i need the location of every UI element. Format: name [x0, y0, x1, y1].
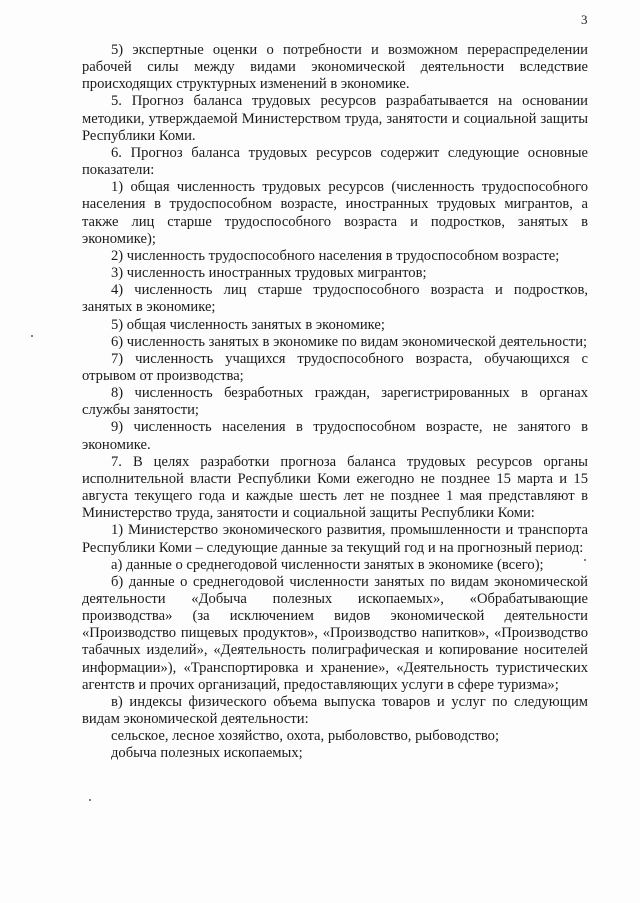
scan-speck	[31, 335, 33, 337]
paragraph: 2) численность трудоспособного населения в трудоспособном возрасте;	[111, 247, 560, 264]
paragraph: а) данные о среднегодовой численности занятых в экономике (всего);	[111, 556, 544, 573]
paragraph: б) данные о среднегодовой численности занятых по видам экономической деятельности «Добыча полезных ископаемых», «Обрабатывающие производства» (за исключением видов экономической деятельности «Производство пищевых продуктов», «Производство напитков», «Производство табачных изделий», «Деятельность полиграфическая и копирование носителей информации»), «Транспортировка и хранение», «Деятельность туристических агентств и прочих организаций, предоставляющих услуги в сфере туризма»;	[82, 573, 588, 693]
paragraph: 7) численность учащихся трудоспособного возраста, обучающихся с отрывом от производства;	[82, 350, 588, 384]
paragraph: 6. Прогноз баланса трудовых ресурсов содержит следующие основные показатели:	[82, 144, 588, 179]
paragraph: 5. Прогноз баланса трудовых ресурсов разрабатывается на основании методики, утверждаемой Министерством труда, занятости и социальной защиты Республики Коми.	[82, 93, 588, 144]
paragraph: сельское, лесное хозяйство, охота, рыболовство, рыбоводство;	[111, 728, 500, 745]
paragraph: добыча полезных ископаемых;	[111, 745, 303, 762]
paragraph: 1) Министерство экономического развития, промышленности и транспорта Республики Коми – следующие данные за текущий год и на прогнозный период:	[82, 522, 588, 556]
document-body	[82, 42, 588, 763]
paragraph: 8) численность безработных граждан, зарегистрированных в органах службы занятости;	[82, 385, 588, 419]
paragraph: 3) численность иностранных трудовых мигрантов;	[111, 265, 427, 282]
scan-speck	[89, 799, 91, 801]
paragraph: 7. В целях разработки прогноза баланса трудовых ресурсов органы исполнительной власти Республики Коми ежегодно не позднее 15 марта и 15 августа текущего года и каждые шесть лет не позднее 1 мая представляют в Министерство труда, занятости и социальной защиты Республики Коми:	[82, 453, 588, 522]
paragraph: в) индексы физического объема выпуска товаров и услуг по следующим видам экономической деятельности:	[82, 693, 588, 728]
scan-speck	[584, 559, 586, 561]
paragraph: 5) общая численность занятых в экономике;	[111, 316, 385, 333]
paragraph: 4) численность лиц старше трудоспособного возраста и подростков, занятых в экономике;	[82, 282, 588, 316]
paragraph: 1) общая численность трудовых ресурсов (численность трудоспособного населения в трудоспособном возрасте, иностранных трудовых мигрантов, а также лиц старше трудоспособного возраста и подростков, занятых в экономике);	[82, 179, 588, 247]
page-number: 3	[581, 12, 588, 27]
paragraph: 6) численность занятых в экономике по видам экономической деятельности;	[111, 333, 588, 350]
paragraph: 9) численность населения в трудоспособном возрасте, не занятого в экономике.	[82, 419, 588, 453]
paragraph: 5) экспертные оценки о потребности и возможном перераспределении рабочей силы между видами экономической деятельности вследствие происходящих структурных изменений в экономике.	[82, 42, 588, 93]
